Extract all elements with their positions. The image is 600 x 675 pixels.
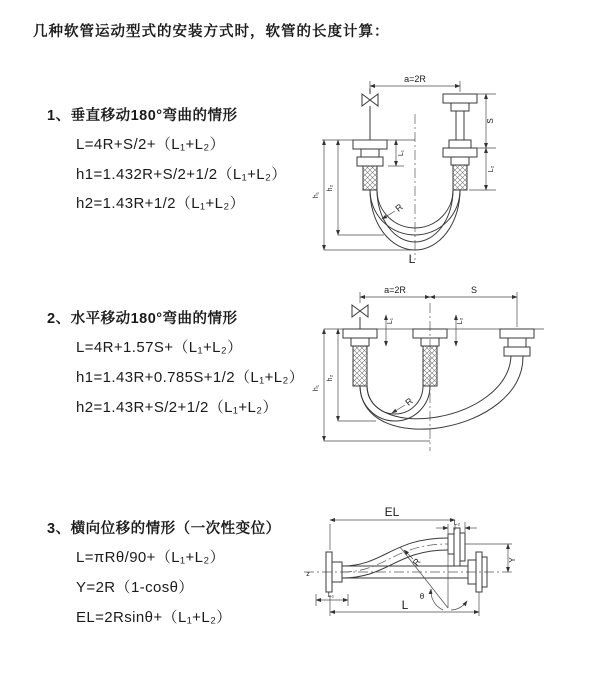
hose-arc-moved [360,356,523,429]
dim-label-y: Y [508,557,517,563]
valve-icon [362,94,378,106]
dim-label-theta: θ [419,592,425,601]
centerline [304,544,512,572]
braided-hose-left [353,346,367,386]
section-1-formula-h1: h1=1.432R+S/2+1/2（L₁+L₂） [76,166,287,183]
hose-assembly [326,528,487,592]
dim-label-s: S [470,285,478,295]
dim-label-l2: L₂ [453,520,461,527]
hose-assembly [324,305,544,429]
section-2-heading: 2、水平移动180°弯曲的情形 [47,311,238,327]
dim-label-h2: h₂ [327,184,334,192]
dim-label-l2: L₂ [457,317,464,325]
page-title: 几种软管运动型式的安装方式时，软管的长度计算： [33,24,390,40]
braided-hose-right [453,165,467,190]
braided-hose-mid [423,346,437,386]
dim-label-el: EL [384,505,400,519]
section-3-formula-Y: Y=2R（1-cosθ） [76,579,194,596]
dim-label-a2r: a=2R [384,285,406,295]
dim-label-l: L [401,598,409,612]
section-2-formula-h1: h1=1.43R+0.785S+1/2（L₁+L₂） [76,369,305,386]
section-1-heading: 1、垂直移动180°弯曲的情形 [47,108,238,124]
dim-label-s: S [486,118,495,124]
section-3-formula-L: L=πRθ/90+（L₁+L₂） [76,549,225,566]
dim-label-l1: L₁ [327,592,335,599]
section-2-formula-L: L=4R+1.57S+（L₁+L₂） [76,339,243,356]
dim-label-h2: h₂ [327,374,334,382]
dim-label-h1: h₁ [313,384,320,392]
dim-label-l2: L₂ [488,165,495,173]
diagram-vertical-180-bend [310,70,592,265]
section-3-heading: 3、横向位移的情形（一次性变位） [47,521,281,537]
section-1-formula-L: L=4R+S/2+（L₁+L₂） [76,136,226,153]
dim-label-l: L [408,252,416,266]
hose-arc-moved [377,190,453,242]
dimensions [322,81,496,250]
dim-label-h1: h₁ [313,191,320,199]
section-2-formula-h2: h2=1.43R+S/2+1/2（L₁+L₂） [76,399,278,416]
dim-label-l1: L₁ [387,317,394,325]
section-3-formula-EL: EL=2Rsinθ+（L₁+L₂） [76,609,232,626]
dim-label-r: R [403,395,415,408]
dim-label-r: R [393,201,405,214]
dimensions [316,520,512,616]
diagram-horizontal-180-bend [312,283,594,455]
flange-top [454,528,460,566]
section-1-formula-h2: h2=1.43R+1/2（L₁+L₂） [76,195,246,212]
dim-label-a2r: a=2R [404,74,426,84]
dim-label-l1: L₁ [398,149,405,157]
hose-arc [367,386,423,414]
valve-icon [352,305,368,317]
diagram-lateral-displacement [300,500,592,658]
hose-curve [342,538,448,566]
braided-hose-left [363,166,377,190]
centerline-mark-z: z [306,571,310,578]
dim-label-r: R [410,556,423,568]
